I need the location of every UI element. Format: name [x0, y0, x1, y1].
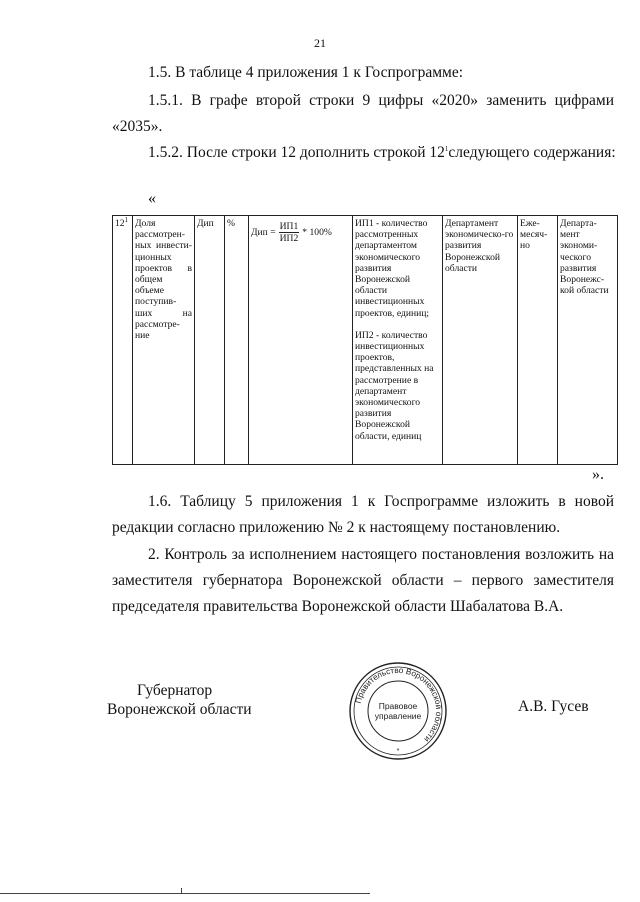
paragraph-1-6-line1: 1.6. Таблицу 5 приложения 1 к Госпрограмме изложить в новой — [148, 493, 614, 510]
paragraph-1-6-line2: редакции согласно приложению № 2 к настоящему постановлению. — [112, 519, 561, 536]
definition-ip1: ИП1 - количество рассмотренных департаментом экономического развития Воронежской области инвестиционных проектов, единиц; — [355, 218, 430, 319]
paragraph-1-5-1-line2: «2035». — [112, 118, 163, 135]
superscript: 1 — [444, 144, 449, 153]
cell-source: Департамент экономическо-го развития Воронежской области — [443, 216, 518, 465]
cell-responsible: Департа-мент экономи-ческого развития Воронежс-кой области — [558, 216, 618, 465]
opening-quote: « — [148, 190, 156, 207]
stamp-center-line2: управление — [374, 711, 422, 721]
footer-rule — [0, 893, 370, 894]
formula: Дип = $\frac{ИП1}{ИП2}$ * 100% — [251, 221, 332, 245]
cell-periodicity: Еже-месяч-но — [518, 216, 558, 465]
signatory-name: А.В. Гусев — [518, 698, 589, 715]
cell-row-number: $12^1$ — [113, 216, 133, 465]
paragraph-1-5: 1.5. В таблице 4 приложения 1 к Госпрограмме: — [148, 64, 464, 81]
signatory-title: Губернатор Воронежской области — [107, 682, 252, 718]
paragraph-1-5-1-line1: 1.5.1. В графе второй строки 9 цифры «2020» заменить цифрами — [148, 92, 614, 109]
official-stamp — [348, 661, 448, 761]
definition-ip2: ИП2 - количество инвестиционных проектов, представленных на рассмотрение в департамент экономического развития Воронежской области, единиц — [355, 329, 434, 442]
footer-rule-tick — [181, 888, 182, 894]
stamp-star: * — [396, 748, 400, 755]
cell-symbol: Дип — [195, 216, 225, 465]
indicator-table — [112, 215, 618, 465]
paragraph-2-line1: 2. Контроль за исполнением настоящего постановления возложить на — [148, 546, 614, 563]
paragraph-2-line3: председателя правительства Воронежской области Шабалатова В.А. — [112, 598, 564, 615]
cell-formula — [249, 216, 353, 465]
paragraph-1-5-2: 1.5.2. После строки 12 дополнить строкой $12^1следующего$ содержания: — [148, 144, 616, 161]
stamp-center-line1: Правовое — [378, 701, 418, 711]
cell-unit: % — [225, 216, 249, 465]
stamp-ring-text: Правительство Воронежской области — [353, 665, 444, 744]
paragraph-2-line2: заместителя губернатора Воронежской области – первого заместителя — [112, 572, 614, 589]
cell-indicator: Доля рассмотрен-ных инвести-ционных проектов в общем объеме поступив-ших на рассмотре-ние — [133, 216, 195, 465]
cell-definitions — [353, 216, 443, 465]
page-number: 21 — [314, 36, 326, 50]
table-row — [113, 216, 618, 465]
closing-quote: ». — [592, 466, 604, 483]
formula-fraction: $\frac{ИП1}{ИП2}$ — [279, 221, 299, 245]
